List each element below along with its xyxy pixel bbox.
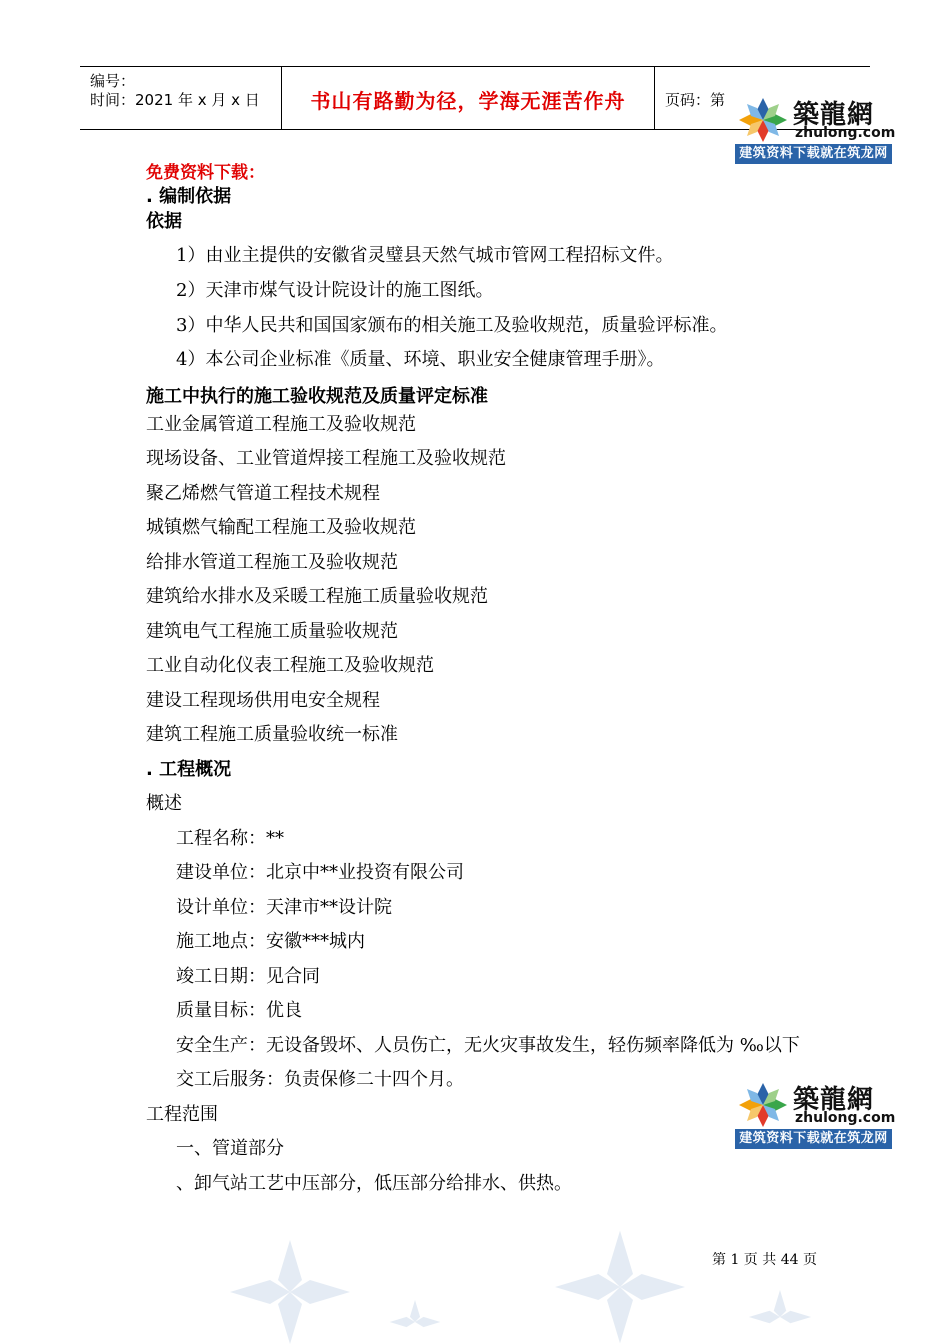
overview-item: 工程名称：**: [176, 828, 284, 849]
basis-item: 3）中华人民共和国国家颁布的相关施工及验收规范，质量验评标准。: [176, 315, 728, 336]
logo-brand-url: zhulong.com: [795, 125, 896, 141]
basis-item: 1）由业主提供的安徽省灵璧县天然气城市管网工程招标文件。: [176, 245, 674, 266]
page-footer: 第 1 页 共 44 页: [712, 1252, 817, 1268]
overview-item: 竣工日期：见合同: [176, 966, 320, 987]
logo-brand-name: 築龍網: [793, 100, 875, 130]
logo-banner: 建筑资料下载就在筑龙网: [735, 144, 892, 164]
logo-banner: 建筑资料下载就在筑龙网: [735, 1129, 892, 1149]
standard-item: 建设工程现场供用电安全规程: [146, 690, 380, 711]
standard-item: 城镇燃气输配工程施工及验收规范: [146, 517, 416, 538]
zhulong-logo: [735, 92, 896, 164]
date-label: 时间：2021 年 x 月 x 日: [90, 91, 260, 109]
serial-number-label: 编号：: [90, 72, 136, 90]
subsection-title-standards: 施工中执行的施工验收规范及质量评定标准: [146, 386, 488, 407]
overview-item: 设计单位：天津市**设计院: [176, 897, 392, 918]
watermark-icon: [230, 1240, 350, 1344]
overview-item: 建设单位：北京中**业投资有限公司: [176, 862, 464, 883]
overview-item: 施工地点：安徽***城内: [176, 931, 365, 952]
zhulong-logo-icon: [737, 1081, 789, 1129]
basis-item: 4）本公司企业标准《质量、环境、职业安全健康管理手册》。: [176, 349, 665, 370]
logo-brand-url: zhulong.com: [795, 1110, 896, 1126]
section-title-basis: . 编制依据: [146, 186, 232, 207]
free-download-label: 免费资料下载：: [146, 163, 265, 183]
standard-item: 给排水管道工程施工及验收规范: [146, 552, 398, 573]
scope-item: 一、管道部分: [176, 1138, 284, 1159]
subsection-title-overview: 概述: [146, 793, 182, 814]
overview-item: 安全生产：无设备毁坏、人员伤亡，无火灾事故发生，轻伤频率降低为 ‰以下: [176, 1035, 800, 1056]
zhulong-logo: [735, 1077, 896, 1149]
standard-item: 建筑给水排水及采暖工程施工质量验收规范: [146, 586, 488, 607]
overview-item: 质量目标：优良: [176, 1000, 302, 1021]
header-meta-cell: [80, 67, 282, 129]
logo-brand-name: 築龍網: [793, 1085, 875, 1115]
section-title-overview: . 工程概况: [146, 759, 232, 780]
watermark-icon: [380, 1300, 450, 1344]
standard-item: 聚乙烯燃气管道工程技术规程: [146, 483, 380, 504]
standard-item: 建筑工程施工质量验收统一标准: [146, 724, 398, 745]
watermark-icon: [555, 1230, 685, 1344]
standard-item: 工业金属管道工程施工及验收规范: [146, 414, 416, 435]
standard-item: 建筑电气工程施工质量验收规范: [146, 621, 398, 642]
header-motto-cell: [282, 67, 655, 129]
watermark-icon: [740, 1290, 820, 1344]
subsection-title-scope: 工程范围: [146, 1104, 218, 1125]
zhulong-logo-icon: [737, 96, 789, 144]
motto-text: 书山有路勤为径，学海无涯苦作舟: [310, 89, 626, 113]
basis-item: 2）天津市煤气设计院设计的施工图纸。: [176, 280, 494, 301]
overview-item: 交工后服务：负责保修二十四个月。: [176, 1069, 464, 1090]
standard-item: 工业自动化仪表工程施工及验收规范: [146, 655, 434, 676]
page-number-label: 页码：第: [665, 91, 726, 109]
scope-item: 、卸气站工艺中压部分，低压部分给排水、供热。: [176, 1173, 572, 1194]
subsection-title-basis: 依据: [146, 211, 182, 232]
standard-item: 现场设备、工业管道焊接工程施工及验收规范: [146, 448, 506, 469]
